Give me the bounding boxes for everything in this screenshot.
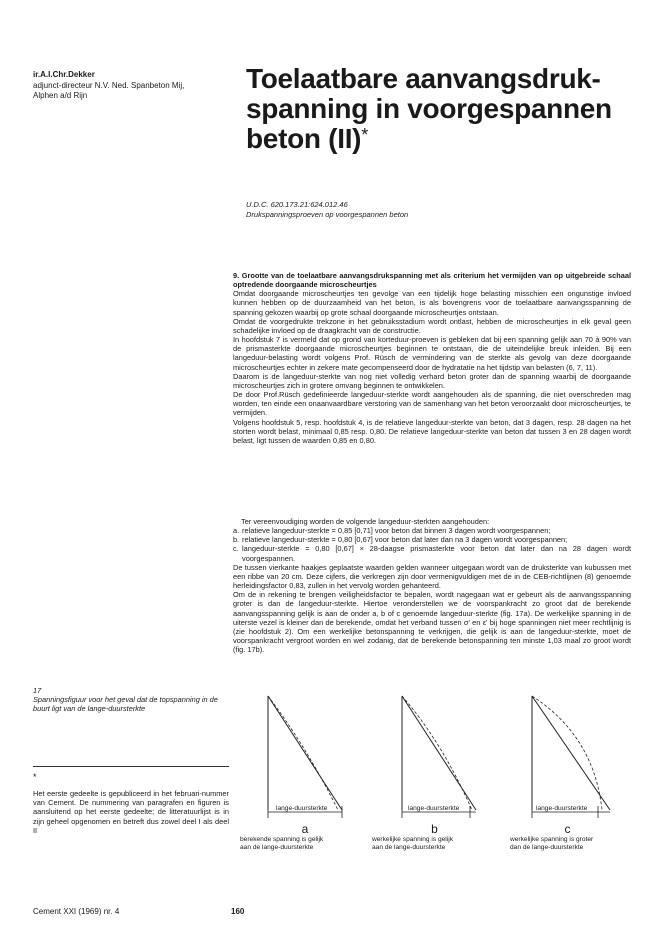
figure-number: 17 [33, 686, 42, 695]
body-paragraph: Volgens hoofdstuk 5, resp. hoofdstuk 4, is de relatieve langeduur-sterkte van beton, dat 3 dagen, resp. 28 dagen na het storten wordt belast, minimaal 0,85 resp. 0,80. De relatieve langeduur-sterkte van beton dat tussen 3 en 28 dagen wordt belast, ligt tussen de waarden 0,85 en 0,80. [233, 417, 631, 445]
panel-text: werkelijke spanning is gelijk [372, 836, 453, 843]
figure-caption-text: Spanningsfiguur voor het geval dat de topspanning in de buurt ligt van de lange-duursterkte [33, 695, 218, 713]
body-paragraph: Omdat doorgaande microscheurtjes ten gevolge van een tijdelijk hoge belasting misschien een ongunstige invloed kunnen hebben op de duurzaamheid van het beton, is als bovengrens voor de toelaatbare aanvangsspanning de spanning gekozen waarbij op grote schaal doorgaande microscheurtjes ontstaan. [233, 289, 631, 317]
body-paragraph: Om de in rekening te brengen veiligheidsfactor te bepalen, wordt nagegaan wat er gebeurt als de aanvangsspanning groter is dan de langeduur-sterkte. Hiertoe veronderstellen we de voorspankracht zo groot dat de berekende aanvangsspanning gelijk is aan de onder a, b of c genoemde langeduur-sterkte (fig. 17a). De werkelijke spanning in de uiterste vezel is kleiner dan de berekende, omdat het verband tussen σ' en ε' bij hoge spanningen niet meer rechtlijnig is (zie hoofdstuk 2). Om een werkelijke betonspanning te verkrijgen, die gelijk is aan de langeduur-sterkte, moet de voorspankracht vergroot worden en wel zodanig, dat de berekende betonspanning ten minste 1,03 maal zo groot wordt (fig. 17b). [233, 590, 631, 655]
figure-panel-b [372, 692, 507, 852]
stress-diagram-a [240, 692, 375, 822]
list-text: relatieve langeduur-sterkte = 0,85 [0,71] voor beton dat binnen 3 dagen wordt voorgespannen; [242, 526, 551, 536]
author-block [33, 70, 233, 102]
list-item [233, 526, 631, 535]
section-body-2 [233, 517, 631, 654]
panel-text: dan de lange-duursterkte [510, 844, 584, 851]
author-place: Alphen a/d Rijn [33, 91, 88, 100]
udc-code: U.D.C. 620.173.21:624.012.46 [246, 200, 348, 209]
footnote-text: Het eerste gedeelte is gepubliceerd in het februari-nummer van Cement. De nummering van paragrafen en figuren is aansluitend op het eerste gedeelte; de litteratuurlijst is in zijn geheel opgenomen en betreft dus zowel deel I als deel II [33, 789, 229, 835]
panel-letter: b [431, 822, 438, 836]
title-line-2: spanning in voorgespannen [246, 93, 612, 124]
section-heading: 9. Grootte van de toelaatbare aanvangsdrukspanning met als criterium het vermijden van op uitgebreide schaal optredende doorgaande microscheurtjes [233, 271, 631, 290]
author-role: adjunct-directeur N.V. Ned. Spanbeton Mij, [33, 80, 185, 90]
figure-panel-c [510, 692, 645, 852]
stress-diagram-b [372, 692, 507, 822]
axis-label: lange-duursterkte [536, 805, 588, 812]
panel-text: berekende spanning is gelijk [240, 836, 324, 843]
udc-subject: Drukspanningsproeven op voorgespannen beton [246, 210, 409, 219]
stress-diagram-c [510, 692, 645, 822]
list-marker: a. [233, 526, 240, 536]
axis-label: lange-duursterkte [408, 805, 460, 812]
panel-text: aan de lange-duursterkte [372, 844, 446, 851]
title-line-3: beton (II) [246, 123, 362, 154]
section-body [233, 271, 631, 445]
page-number: 160 [231, 907, 245, 916]
panel-text: aan de lange-duursterkte [240, 844, 314, 851]
journal-footer: Cement XXI (1969) nr. 4 [33, 907, 120, 916]
list-text: relatieve langeduur-sterkte = 0,80 [0,67] voor beton dat later dan na 3 dagen wordt voorgespannen; [242, 535, 568, 545]
body-paragraph: Daarom is de langeduur-sterkte van nog niet volledig verhard beton groter dan de spanning waarbij de doorgaande microscheurtjes zich in grotere omvang beginnen te ontwikkelen. [233, 371, 631, 390]
body-paragraph: De tussen vierkante haakjes geplaatste waarden gelden wanneer uitgegaan wordt van de druksterkte van kubussen met een ribbe van 20 cm. Deze cijfers, die verkregen zijn door vermenigvuldigen met de in de CEB-richtlijnen (8) genoemde herleidingsfactor 0,83, zullen in het vervolg worden gehanteerd. [233, 562, 631, 591]
body-paragraph: De door Prof.Rüsch gedefinieerde langeduur-sterkte wordt aangehouden als de spanning, die niet overschreden mag worden, ten einde een onaanvaardbare verstoring van de samenhang van het beton veroorzaakt door microscheurtjes, te vermijden. [233, 390, 631, 418]
udc-block [246, 200, 408, 220]
list-marker: c. [233, 544, 239, 554]
author-name: ir.A.I.Chr.Dekker [33, 70, 95, 79]
figure-caption [33, 686, 223, 713]
panel-letter: a [301, 822, 309, 836]
figure-panel-a [240, 692, 375, 852]
title-footnote-mark: * [361, 125, 368, 145]
footnote-divider [33, 766, 229, 767]
body-paragraph: Omdat de voorgedrukte trekzone in het gebruiksstadium wordt ontlast, hebben de microscheurtjes in elk geval geen schadelijke invloed op de draagkracht van de constructie. [233, 316, 631, 335]
list-item [233, 544, 631, 562]
title-line-1: Toelaatbare aanvangsdruk- [246, 63, 601, 94]
panel-text: werkelijke spanning is groter [510, 836, 594, 843]
body-paragraph: In hoofdstuk 7 is vermeld dat op grond van korteduur-proeven is gebleken dat bij een spanning gelijk aan 70 à 90% van de prismasterkte doorgaande microscheurtjes beginnen te ontstaan, die de uiteindelijke breuk inleiden. Bij een langeduur-belasting wordt volgens Prof. Rüsch de vermindering van de sterkte als gevolg van deze doorgaande microscheurtjes echter in zekere mate gecompenseerd door de hydratatie na het tijdstip van belasten (6, 7, 11). [233, 335, 631, 372]
panel-letter: c [564, 822, 571, 836]
list-item [233, 535, 631, 544]
axis-label: lange-duursterkte [276, 805, 328, 812]
article-title [246, 64, 626, 154]
list-marker: b. [233, 535, 240, 545]
footnote-mark: * [33, 772, 37, 782]
list-text: langeduur-sterkte = 0,80 [0,67] × 28-daagse prismasterkte voor beton dat later dan na 28 dagen wordt voorgespannen. [242, 544, 631, 563]
list-intro: Ter vereenvoudiging worden de volgende langeduur-sterkten aangehouden: [241, 517, 490, 526]
